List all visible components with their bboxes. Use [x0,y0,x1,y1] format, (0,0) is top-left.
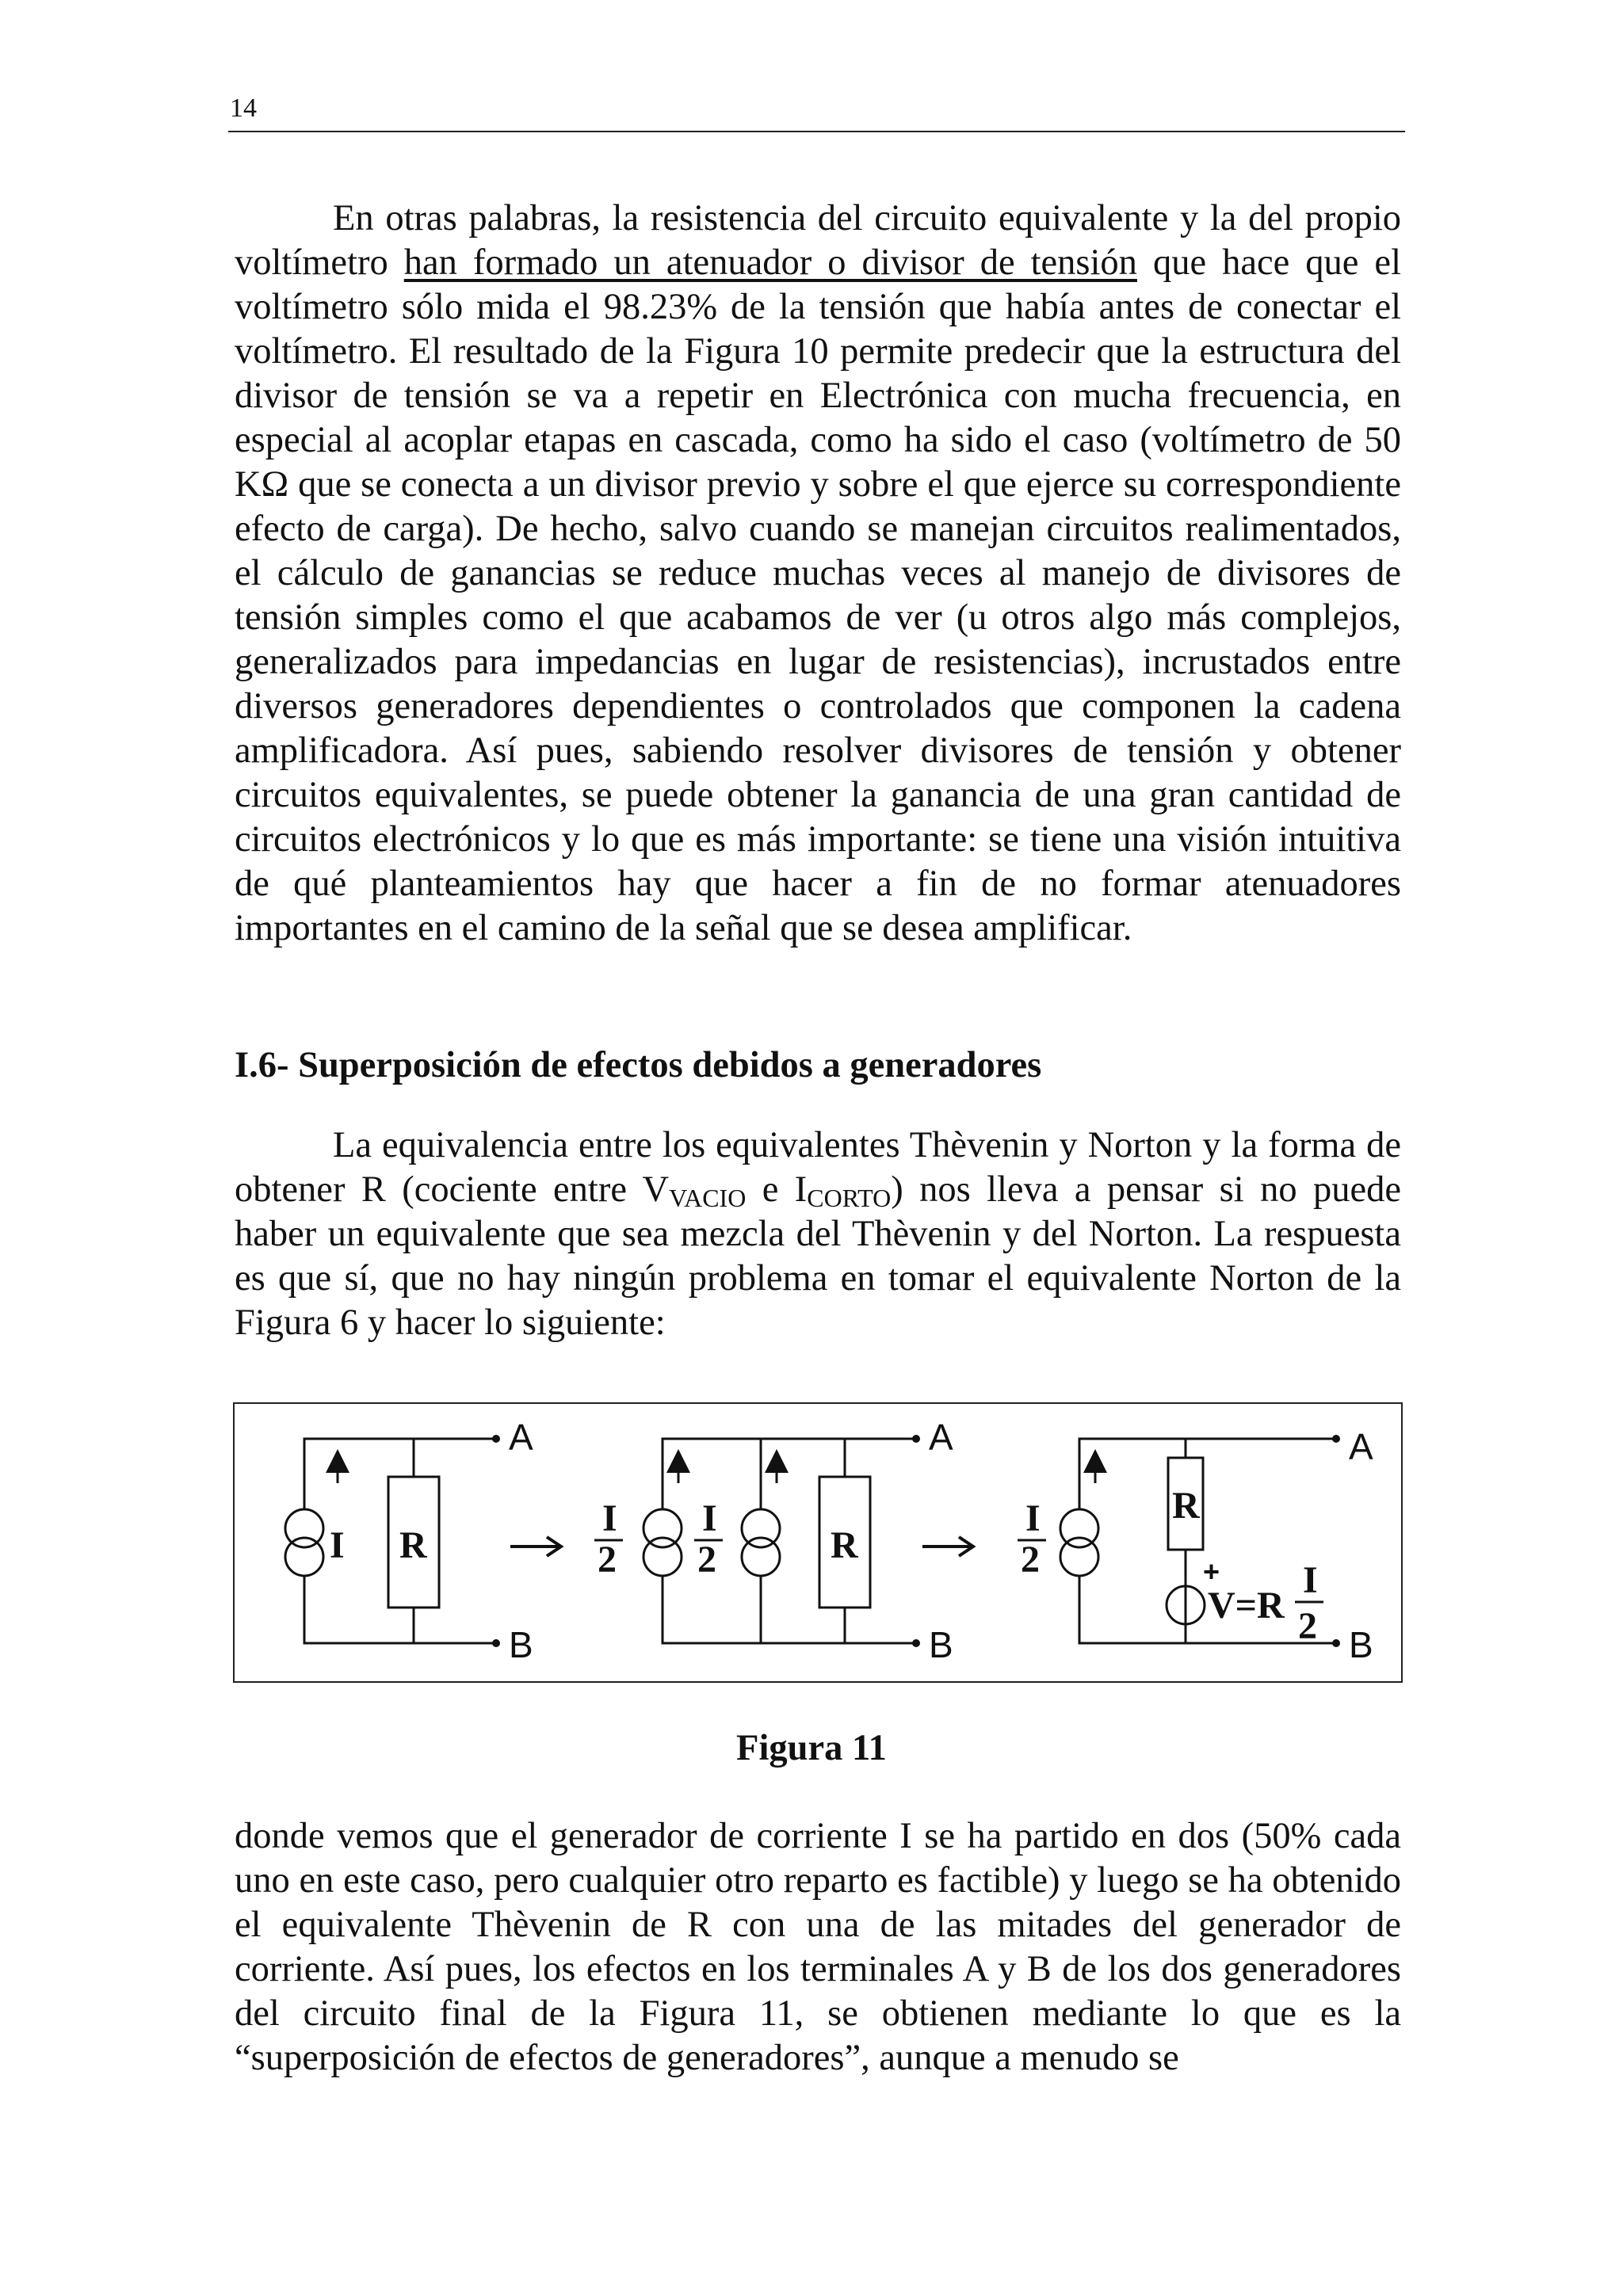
para1-text-b: que hace que el voltímetro sólo mida el 98.23% de la tensión que había antes de conectar el voltímetro. El resultado de la Figura 10 permite predecir que la estructura del divisor de tensión se va a repetir en Electrónica con mucha frecuencia, en especial al acoplar etapas en cascada, como ha sido el caso (voltímetro de 50 KΩ que se conecta a un divisor previo y sobre el que ejerce su correspondiente efecto de carga). De hecho, salvo cuando se manejan circuitos realimentados, el cálculo de ganancias se reduce muchas veces al manejo de divisores de tensión simples como el que acabamos de ver (u otros algo más complejos, generalizados para impedancias en lugar de resistencias), incrustados entre diversos generadores dependientes o controlados que componen la cadena amplificadora. Así pues, sabiendo resolver divisores de tensión y obtener circuitos equivalentes, se puede obtener la ganancia de una gran cantidad de circuitos electrónicos y lo que es más importante: se tiene una visión intuitiva de qué planteamientos hay que hacer a fin de no formar atenuadores importantes en el camino de la señal que se desea amplificar. [235,242,1401,948]
half-num-1: I [602,1497,617,1539]
half-den-2: 2 [697,1539,716,1581]
plus-sign: + [1203,1555,1220,1588]
terminal-dot-a2 [912,1435,920,1443]
wire-top-1 [304,1439,496,1509]
terminal-dot-b1 [492,1639,500,1647]
current-source-half-lower [1060,1538,1098,1576]
paragraph-2 [235,1123,1401,1345]
circuit-split [643,1439,916,1643]
voltage-half-den: 2 [1298,1605,1317,1647]
para1-text-a: En otras palabras, la resistencia del circuito equivalente y la del propio voltímetro [235,198,1401,283]
para2-text-a: La equivalencia entre los equivalentes Thèvenin y Norton y la forma de obtener R (cociente entre V [235,1125,1401,1210]
current-source-half-a-icon [643,1509,682,1547]
half-num-3: I [1025,1497,1041,1539]
current-source-half-a-lower [643,1538,682,1576]
para2-text-b: e I [746,1169,808,1210]
voltage-half-num: I [1303,1559,1318,1601]
paragraph-3: donde vemos que el generador de corriente I se ha partido en dos (50% cada uno en este caso, pero cualquier otro reparto es factible) y luego se ha obtenido el equivalente Thèvenin de R con una de las mitades del generador de corriente. Así pues, los efectos en los terminales A y B de los dos generadores del circuito final de la Figura 11, se obtienen mediante lo que es la “superposición de efectos de generadores”, aunque a menudo se [235,1816,1401,2078]
current-source-half-b-lower [742,1538,780,1576]
terminal-dot-a1 [492,1435,500,1443]
figure-caption: Figura 11 [736,1728,887,1768]
figure-11-frame [233,1402,1403,1683]
half-den-3: 2 [1021,1539,1040,1581]
half-num-2: I [702,1497,717,1539]
wire-bottom-1 [304,1576,496,1643]
terminal-b-label-2: B [929,1624,953,1665]
current-source-icon [285,1509,323,1547]
subscript-vacio: VACIO [669,1184,747,1212]
wire-top-2 [663,1439,916,1509]
wire-top-3 [1079,1439,1336,1509]
terminal-a-label-2: A [929,1417,953,1458]
paragraph-1 [235,196,1401,951]
subscript-corto: CORTO [807,1184,892,1212]
terminal-a-label-3: A [1349,1426,1373,1467]
terminal-dot-a3 [1332,1435,1340,1443]
current-i-label: I [330,1524,345,1566]
terminal-b-label-1: B [509,1624,533,1665]
half-den-1: 2 [598,1539,617,1581]
terminal-dot-b3 [1332,1639,1340,1647]
current-source-half-icon [1060,1509,1098,1547]
resistor-label-1: R [399,1524,427,1566]
header-rule [228,131,1405,132]
para1-underlined-text: han formado un atenuador o divisor de tensión [403,242,1137,283]
page-number: 14 [230,93,257,123]
current-source-half-b-icon [742,1509,780,1547]
terminal-a-label-1: A [509,1417,533,1458]
para2-text-c: ) nos lleva a pensar si no puede haber un equivalente que sea mezcla del Thèvenin y del Norton. La respuesta es que sí, que no hay ningún problema en tomar el equivalente Norton de la Figura 6 y hacer lo siguiente: [235,1169,1402,1343]
wire-bottom-2 [663,1576,916,1643]
terminal-dot-b2 [912,1639,920,1647]
voltage-label: V=R [1208,1585,1285,1627]
section-heading: I.6- Superposición de efectos debidos a generadores [235,1045,1042,1085]
resistor-label-2: R [831,1524,858,1566]
circuit-mixed [1060,1439,1336,1643]
resistor-label-3: R [1172,1485,1200,1527]
circuit-diagram [235,1404,1404,1684]
terminal-b-label-3: B [1349,1624,1373,1665]
current-source-icon-lower [285,1538,323,1576]
circuit-norton [285,1439,496,1643]
